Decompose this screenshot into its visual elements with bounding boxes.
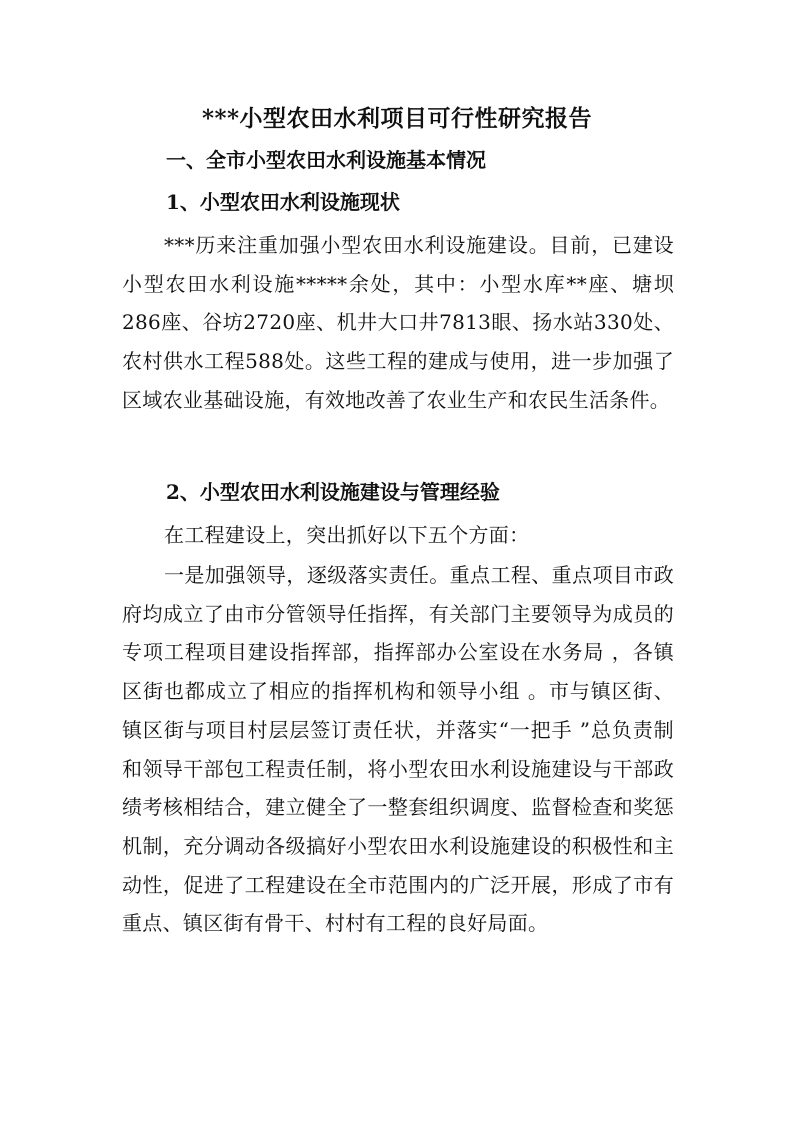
paragraph-construction-intro: 在工程建设上，突出抓好以下五个方面： — [164, 523, 530, 547]
section-1-heading: 一、全市小型农田水利设施基本情况 — [166, 148, 486, 172]
subsection-1-heading: 1、小型农田水利设施现状 — [166, 190, 400, 214]
paragraph-leadership: 一是加强领导，逐级落实责任。重点工程、重点项目市政府均成立了由市分管领导任指挥，有关部门主要领导为成员的专项工程项目建设指挥部，指挥部办公室设在水务局 ，各镇区街也都成立了相应的指挥机构和领导小组 。市与镇区街、镇区街与项目村层层签订责任状，并落实“一把手 ”总负责制和领导干部包工程责任制，将小型农田水利设施建设与干部政绩考核相结合，建立健全了一整套组织调度、监督检查和奖惩机制，充分调动各级搞好小型农田水利设施建设的积极性和主动性，促进了工程建设在全市范围内的广泛开展，形成了市有重点、镇区街有骨干、村村有工程的良好局面。 — [122, 563, 674, 936]
document-title: ***小型农田水利项目可行性研究报告 — [201, 105, 593, 132]
paragraph-current-status: ***历来注重加强小型农田水利设施建设。目前，已建设小型农田水利设施*****余处，其中：小型水库**座、塘坝286座、谷坊2720座、机井大口井7813眼、扬水站330处、农村供水工程588处。这些工程的建成与使用，进一步加强了区域农业基础设施，有效地改善了农业生产和农民生活条件。 — [122, 233, 674, 412]
subsection-2-heading: 2、小型农田水利设施建设与管理经验 — [166, 480, 500, 504]
